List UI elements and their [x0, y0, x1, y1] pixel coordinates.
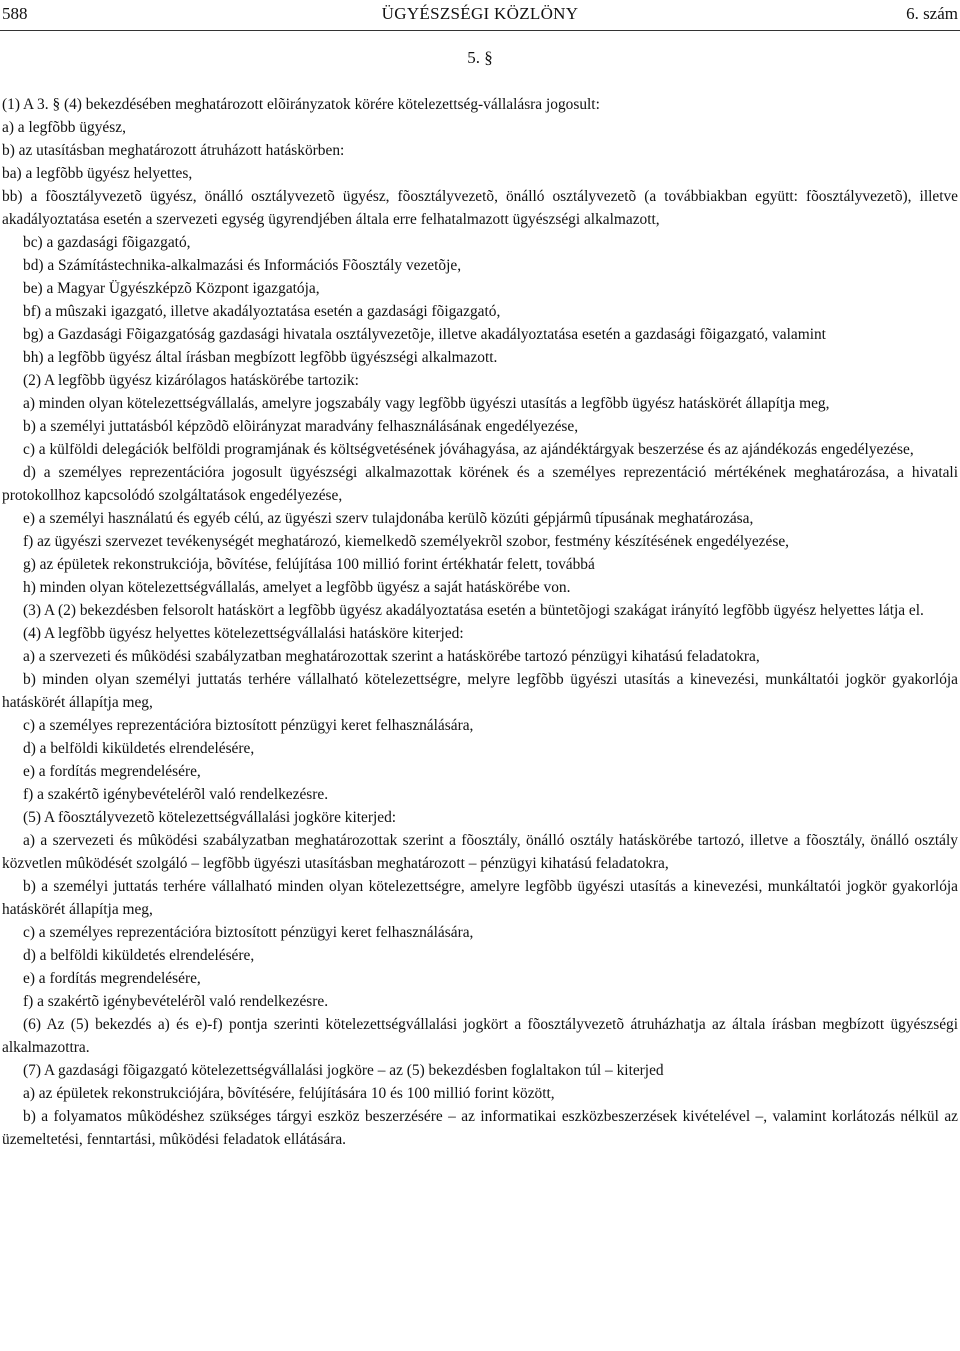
- paragraph: (1) A 3. § (4) bekezdésében meghatározott elõirányzatok körére kötelezettség-vállalásra jogosult:: [2, 96, 600, 113]
- paragraph: b) a személyi juttatás terhére vállalható minden olyan kötelezettségre, amelyre legfõbb ügyészi utasítás a kinevezési, munkáltatói jogkör gyakorlója hatáskörét állapítja meg,: [2, 878, 958, 918]
- paragraph: a) a szervezeti és mûködési szabályzatban meghatározottak szerint a fõosztály, önálló osztály hatáskörébe tartozó, illetve a fõosztály, önálló osztály közvetlen mûködését szolgáló – legfõbb ügyészi utasításban meghatározott – pénzügyi kihatású feladatokra,: [2, 832, 958, 872]
- issue-number: 6. szám: [906, 4, 958, 23]
- paragraph: bg) a Gazdasági Fõigazgatóság gazdasági hivatala osztályvezetõje, illetve akadályoztatása esetén a gazdasági fõigazgató, valamint: [23, 326, 826, 343]
- paragraph: bh) a legfõbb ügyész által írásban megbízott legfõbb ügyészségi alkalmazott.: [23, 349, 498, 366]
- paragraph: bd) a Számítástechnika-alkalmazási és Információs Fõosztály vezetõje,: [23, 257, 462, 274]
- paragraph: a) a legfõbb ügyész,: [2, 119, 126, 136]
- paragraph: be) a Magyar Ügyészképzõ Központ igazgatója,: [23, 280, 320, 297]
- paragraph: e) a fordítás megrendelésére,: [23, 763, 201, 780]
- paragraph: h) minden olyan kötelezettségvállalás, amelyet a legfõbb ügyész a saját hatáskörébe von.: [23, 579, 571, 596]
- paragraph: d) a belföldi kiküldetés elrendelésére,: [23, 947, 255, 964]
- journal-title: ÜGYÉSZSÉGI KÖZLÖNY: [381, 4, 579, 23]
- paragraph: c) a személyes reprezentációra biztosított pénzügyi keret felhasználására,: [23, 717, 474, 734]
- paragraph: d) a belföldi kiküldetés elrendelésére,: [23, 740, 255, 757]
- paragraph: (3) A (2) bekezdésben felsorolt hatáskört a legfõbb ügyész akadályoztatása esetén a büntetõjogi szakágat irányító legfõbb ügyész helyettes látja el.: [23, 602, 924, 619]
- paragraph: (7) A gazdasági fõigazgató kötelezettségvállalási jogköre – az (5) bekezdésben foglaltakon túl – kiterjed: [23, 1062, 664, 1079]
- paragraph: b) minden olyan személyi juttatás terhére vállalható kötelezettségre, melyre legfõbb ügyészi utasítás a kinevezési, munkáltatói jogkör gyakorlója hatáskörét állapítja meg,: [2, 671, 958, 711]
- paragraph: g) az épületek rekonstrukciója, bõvítése, felújítása 100 millió forint értékhatár felett, továbbá: [23, 556, 595, 573]
- section-heading: 5. §: [467, 48, 493, 67]
- paragraph: (2) A legfõbb ügyész kizárólagos hatáskörébe tartozik:: [23, 372, 359, 389]
- paragraph: bc) a gazdasági fõigazgató,: [23, 234, 191, 251]
- paragraph: c) a személyes reprezentációra biztosított pénzügyi keret felhasználására,: [23, 924, 474, 941]
- paragraph: b) a személyi juttatásból képzõdõ elõirányzat maradvány felhasználásának engedélyezése,: [23, 418, 579, 435]
- paragraph: b) a folyamatos mûködéshez szükséges tárgyi eszköz beszerzésére – az informatikai eszközbeszerzések kivételével –, valamint korlátozás nélkül az üzemeltetési, fenntartási, mûködési feladatok ellátására.: [2, 1108, 958, 1148]
- paragraph: (4) A legfõbb ügyész helyettes kötelezettségvállalási hatásköre kiterjed:: [23, 625, 464, 642]
- paragraph: f) a szakértõ igénybevételérõl való rendelkezésre.: [23, 786, 329, 803]
- paragraph: (6) Az (5) bekezdés a) és e)-f) pontja szerinti kötelezettségvállalási jogkört a fõosztályvezetõ átruházhatja az általa írásban megbízott ügyészségi alkalmazottra.: [2, 1016, 958, 1056]
- page-header: [0, 0, 960, 31]
- paragraph: bf) a mûszaki igazgató, illetve akadályoztatása esetén a gazdasági fõigazgató,: [23, 303, 501, 320]
- paragraph: a) az épületek rekonstrukciójára, bõvítésére, felújítására 10 és 100 millió forint között,: [23, 1085, 555, 1102]
- paragraph: e) a személyi használatú és egyéb célú, az ügyészi szerv tulajdonába kerülõ közúti gépjármû típusának meghatározása,: [23, 510, 754, 527]
- paragraph: e) a fordítás megrendelésére,: [23, 970, 201, 987]
- paragraph: a) a szervezeti és mûködési szabályzatban meghatározottak szerint a hatáskörébe tartozó pénzügyi kihatású feladatokra,: [23, 648, 760, 665]
- paragraph: d) a személyes reprezentációra jogosult ügyészségi alkalmazottak körének és a személyes reprezentáció mértékének meghatározása, a hivatali protokollhoz kapcsolódó szolgáltatások engedélyezése,: [2, 464, 958, 504]
- paragraph: f) az ügyészi szervezet tevékenységét meghatározó, kiemelkedõ személyekrõl szobor, festmény készítésének engedélyezése,: [23, 533, 789, 550]
- paragraph: b) az utasításban meghatározott átruházott hatáskörben:: [2, 142, 345, 159]
- paragraph: f) a szakértõ igénybevételérõl való rendelkezésre.: [23, 993, 329, 1010]
- page-number: 588: [2, 4, 28, 23]
- paragraph: (5) A fõosztályvezetõ kötelezettségvállalási jogköre kiterjed:: [23, 809, 397, 826]
- paragraph: bb) a fõosztályvezetõ ügyész, önálló osztályvezetõ ügyész, fõosztályvezetõ, önálló osztályvezetõ (a továbbiakban együtt: fõosztályvezetõ), illetve akadályoztatása esetén a szervezeti egység ügyrendjében általa erre felhatalmazott ügyészségi alkalmazott,: [2, 188, 958, 228]
- paragraph: c) a külföldi delegációk belföldi programjának és költségvetésének jóváhagyása, az ajándéktárgyak beszerzése és az ajándékozás engedélyezése,: [23, 441, 914, 458]
- paragraph: ba) a legfõbb ügyész helyettes,: [2, 165, 193, 182]
- document-body: [2, 93, 958, 1151]
- paragraph: a) minden olyan kötelezettségvállalás, amelyre jogszabály vagy legfõbb ügyészi utasítás a legfõbb ügyész hatáskörét állapítja meg,: [23, 395, 830, 412]
